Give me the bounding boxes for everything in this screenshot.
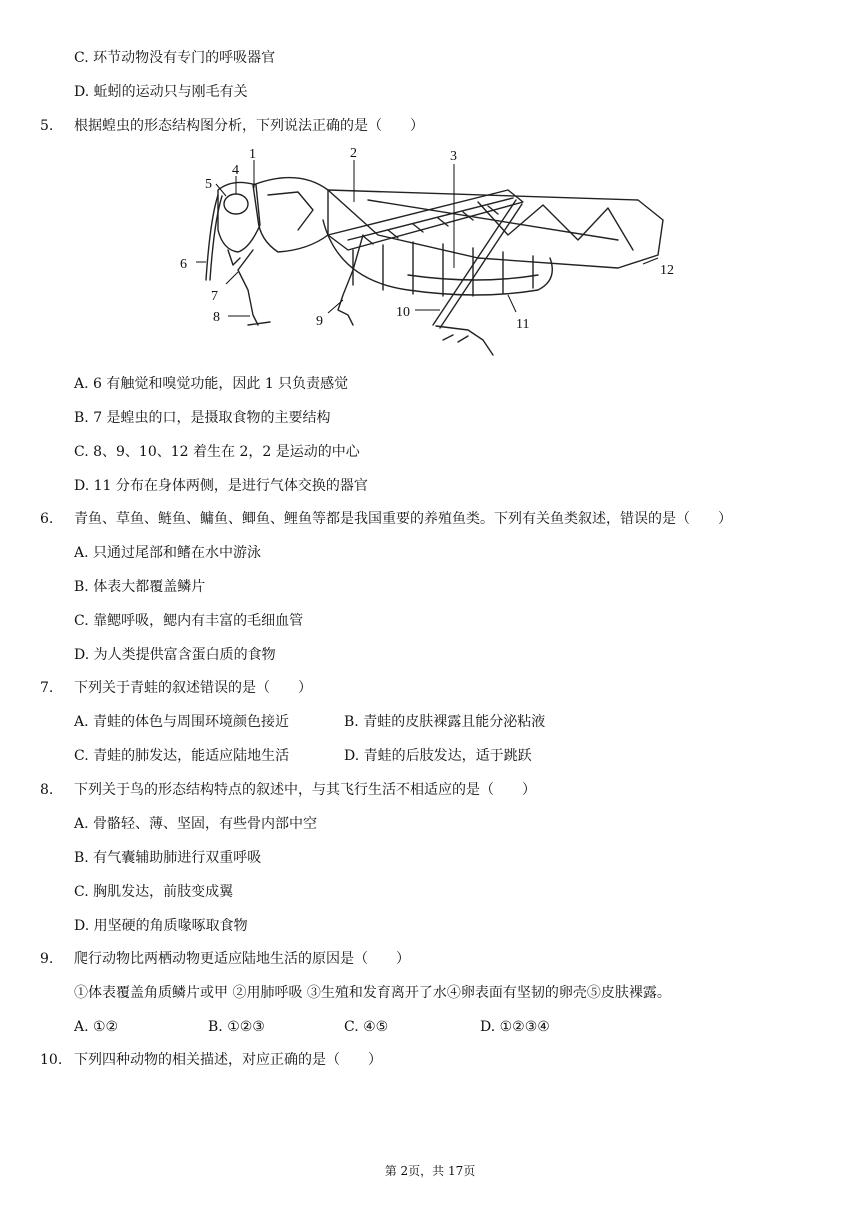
q8-option-d: D. 用坚硬的角质喙啄取食物	[74, 918, 248, 934]
q8-number: 8.	[40, 782, 54, 798]
q6-stem: 青鱼、草鱼、鲢鱼、鳙鱼、鲫鱼、鲤鱼等都是我国重要的养殖鱼类。下列有关鱼类叙述，错误的是（ ）	[74, 511, 732, 527]
q7-option-d: D. 青蛙的后肢发达，适于跳跃	[344, 748, 532, 764]
figure-label-4: 4	[232, 163, 239, 178]
q5-option-a: A. 6 有触觉和嗅觉功能，因此 1 只负责感觉	[74, 376, 349, 392]
figure-label-7: 7	[211, 289, 218, 304]
figure-label-11: 11	[516, 317, 530, 332]
q6-option-b: B. 体表大都覆盖鳞片	[74, 579, 206, 595]
q8-stem: 下列关于鸟的形态结构特点的叙述中，与其飞行生活不相适应的是（ ）	[74, 782, 536, 798]
q9-option-d: D. ①②③④	[480, 1019, 550, 1035]
q9-option-c: C. ④⑤	[344, 1019, 389, 1035]
q9-statement: ①体表覆盖角质鳞片或甲 ②用肺呼吸 ③生殖和发育离开了水④卵表面有坚韧的卵壳⑤皮肤裸露。	[74, 985, 671, 1001]
q4-option-c: C. 环节动物没有专门的呼吸器官	[74, 50, 276, 66]
q7-option-c: C. 青蛙的肺发达，能适应陆地生活	[74, 748, 290, 764]
q6-option-a: A. 只通过尾部和鳍在水中游泳	[74, 545, 262, 561]
q5-option-d: D. 11 分布在身体两侧，是进行气体交换的器官	[74, 478, 368, 494]
figure-label-8: 8	[213, 310, 220, 325]
q7-option-a: A. 青蛙的体色与周围环境颜色接近	[74, 714, 290, 730]
figure-label-3: 3	[450, 149, 457, 164]
q8-option-b: B. 有气囊辅助肺进行双重呼吸	[74, 850, 262, 866]
figure-label-12: 12	[660, 263, 674, 278]
q6-number: 6.	[40, 511, 54, 527]
figure-label-6: 6	[180, 257, 187, 272]
grasshopper-figure	[178, 140, 698, 365]
q8-option-c: C. 胸肌发达，前肢变成翼	[74, 884, 234, 900]
q8-option-a: A. 骨骼轻、薄、坚固，有些骨内部中空	[74, 816, 318, 832]
q9-option-a: A. ①②	[74, 1019, 119, 1035]
figure-label-9: 9	[316, 314, 323, 329]
page-footer: 第 2页，共 17页	[384, 1164, 476, 1178]
figure-label-2: 2	[350, 146, 357, 161]
figure-label-5: 5	[205, 177, 212, 192]
q5-number: 5.	[40, 118, 54, 134]
q9-number: 9.	[40, 951, 54, 967]
q4-option-d: D. 蚯蚓的运动只与刚毛有关	[74, 84, 248, 100]
q9-option-b: B. ①②③	[208, 1019, 265, 1035]
q5-stem: 根据蝗虫的形态结构图分析，下列说法正确的是（ ）	[74, 118, 424, 134]
q10-number: 10.	[40, 1052, 63, 1068]
q6-option-c: C. 靠鳃呼吸，鳃内有丰富的毛细血管	[74, 613, 304, 629]
q7-option-b: B. 青蛙的皮肤裸露且能分泌粘液	[344, 714, 546, 730]
q9-stem: 爬行动物比两栖动物更适应陆地生活的原因是（ ）	[74, 951, 410, 967]
figure-label-1: 1	[249, 147, 256, 162]
q10-stem: 下列四种动物的相关描述，对应正确的是（ ）	[74, 1052, 382, 1068]
q7-number: 7.	[40, 680, 54, 696]
q6-option-d: D. 为人类提供富含蛋白质的食物	[74, 647, 276, 663]
q5-option-c: C. 8、9、10、12 着生在 2，2 是运动的中心	[74, 444, 360, 460]
q5-option-b: B. 7 是蝗虫的口，是摄取食物的主要结构	[74, 410, 331, 426]
figure-label-10: 10	[396, 305, 410, 320]
q7-stem: 下列关于青蛙的叙述错误的是（ ）	[74, 680, 312, 696]
